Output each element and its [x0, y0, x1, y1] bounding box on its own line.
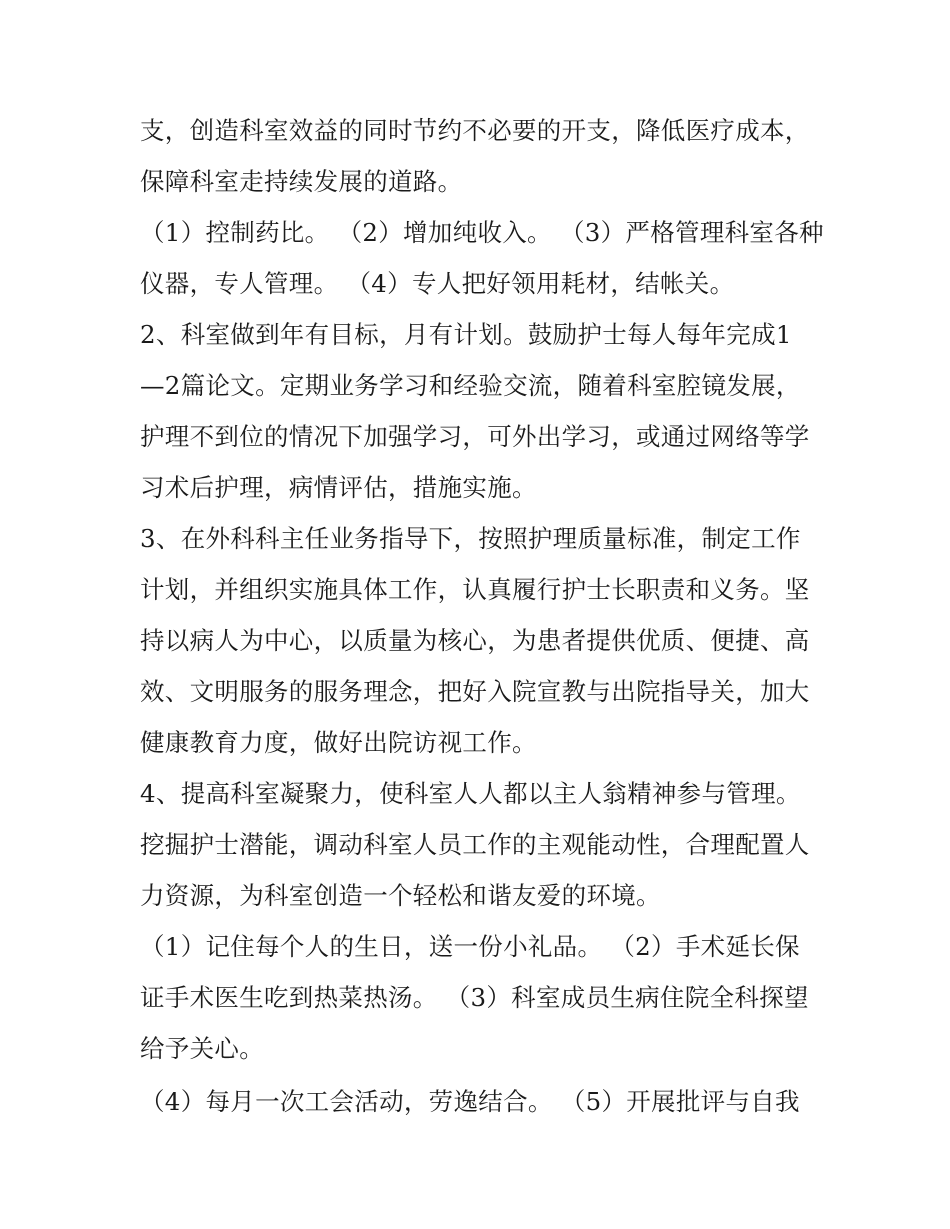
text-line: 计划，并组织实施具体工作，认真履行护士长职责和义务。坚 — [140, 575, 810, 604]
text-line: 3、在外科科主任业务指导下，按照护理质量标准，制定工作 — [140, 524, 801, 553]
text-line: 护理不到位的情况下加强学习，可外出学习，或通过网络等学 — [140, 422, 810, 451]
text-line: 习术后护理，病情评估，措施实施。 — [140, 473, 537, 502]
text-line: （4）每月一次工会活动，劳逸结合。 （5）开展批评与自我 — [140, 1087, 800, 1116]
text-line: （1）记住每个人的生日，送一份小礼品。 （2）手术延长保 — [140, 932, 800, 961]
text-line: 仪器，专人管理。 （4）专人把好领用耗材，结帐关。 — [140, 269, 735, 298]
text-line: 保障科室走持续发展的道路。 — [140, 167, 463, 196]
text-line: 2、科室做到年有目标，月有计划。鼓励护士每人每年完成1 — [140, 320, 792, 349]
text-line: （1）控制药比。 （2）增加纯收入。 （3）严格管理科室各种 — [140, 218, 824, 247]
text-line: 支，创造科室效益的同时节约不必要的开支，降低医疗成本， — [140, 116, 810, 145]
text-line: 力资源，为科室创造一个轻松和谐友爱的环境。 — [140, 881, 661, 910]
text-line: 给予关心。 — [140, 1034, 264, 1063]
text-line: 证手术医生吃到热菜热汤。 （3）科室成员生病住院全科探望 — [140, 983, 809, 1012]
text-line: 效、文明服务的服务理念，把好入院宣教与出院指导关，加大 — [140, 677, 810, 706]
text-line: 持以病人为中心，以质量为核心，为患者提供优质、便捷、高 — [140, 626, 810, 655]
text-line: 挖掘护士潜能，调动科室人员工作的主观能动性，合理配置人 — [140, 830, 810, 859]
text-line: 4、提高科室凝聚力，使科室人人都以主人翁精神参与管理。 — [140, 779, 801, 808]
text-line: 健康教育力度，做好出院访视工作。 — [140, 728, 537, 757]
document-body — [140, 105, 824, 1127]
text-line: —2篇论文。定期业务学习和经验交流，随着科室腔镜发展， — [140, 371, 801, 400]
